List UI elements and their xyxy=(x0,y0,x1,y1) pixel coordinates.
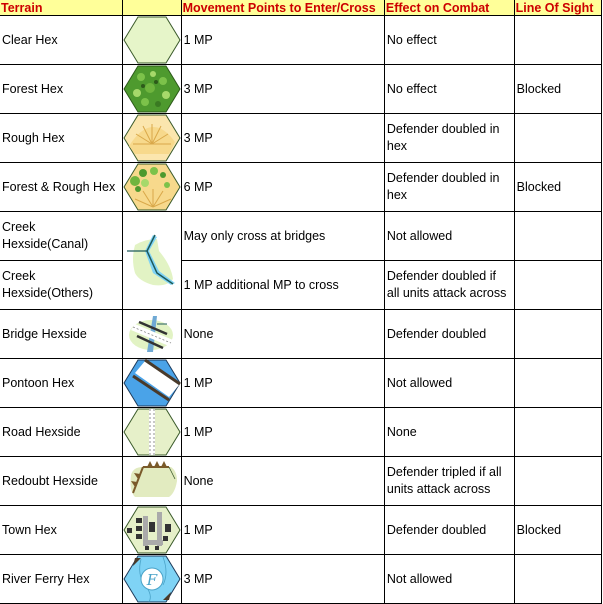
table-row xyxy=(0,212,602,261)
terrain-name: Creek Hexside(Others) xyxy=(0,261,122,310)
combat-effect: Defender doubled in hex xyxy=(384,163,514,212)
ferry-glyph: F xyxy=(146,571,157,589)
combat-effect: Not allowed xyxy=(384,359,514,408)
header-row xyxy=(0,0,602,16)
table-row xyxy=(0,310,602,359)
terrain-name: Clear Hex xyxy=(0,16,122,65)
movement-cost: 3 MP xyxy=(181,114,384,163)
movement-cost: None xyxy=(181,457,384,506)
movement-cost: 1 MP xyxy=(181,506,384,555)
line-of-sight xyxy=(514,408,601,457)
combat-effect: No effect xyxy=(384,16,514,65)
line-of-sight: Blocked xyxy=(514,506,601,555)
terrain-name: Road Hexside xyxy=(0,408,122,457)
movement-cost: 1 MP xyxy=(181,408,384,457)
combat-effect: Not allowed xyxy=(384,555,514,604)
table-row xyxy=(0,359,602,408)
terrain-name: Forest & Rough Hex xyxy=(0,163,122,212)
road-hexside-icon xyxy=(123,408,181,456)
line-of-sight xyxy=(514,212,601,261)
terrain-name: Bridge Hexside xyxy=(0,310,122,359)
movement-cost: 1 MP additional MP to cross xyxy=(181,261,384,310)
header-terrain: Terrain xyxy=(0,0,122,16)
line-of-sight xyxy=(514,359,601,408)
header-image xyxy=(122,0,181,16)
river-ferry-hex-icon xyxy=(123,555,181,603)
line-of-sight xyxy=(514,16,601,65)
terrain-name: Rough Hex xyxy=(0,114,122,163)
line-of-sight xyxy=(514,114,601,163)
combat-effect: None xyxy=(384,408,514,457)
bridge-hexside-icon xyxy=(123,310,181,358)
header-los: Line Of Sight xyxy=(514,0,601,16)
terrain-name: Redoubt Hexside xyxy=(0,457,122,506)
table-row xyxy=(0,457,602,506)
combat-effect: Defender doubled in hex xyxy=(384,114,514,163)
movement-cost: None xyxy=(181,310,384,359)
forest-rough-hex-icon xyxy=(123,163,181,211)
creek-hexside-icon xyxy=(123,231,181,291)
clear-hex-icon xyxy=(123,16,181,64)
pontoon-hex-icon xyxy=(123,359,181,407)
table-row xyxy=(0,114,602,163)
rough-hex-icon xyxy=(123,114,181,162)
table-row xyxy=(0,408,602,457)
redoubt-hexside-icon xyxy=(123,457,181,505)
terrain-name: Town Hex xyxy=(0,506,122,555)
terrain-name: Creek Hexside(Canal) xyxy=(0,212,122,261)
combat-effect: Defender doubled xyxy=(384,310,514,359)
table-row xyxy=(0,16,602,65)
line-of-sight: Blocked xyxy=(514,163,601,212)
line-of-sight: Blocked xyxy=(514,65,601,114)
combat-effect: Defender doubled if all units attack across xyxy=(384,261,514,310)
line-of-sight xyxy=(514,457,601,506)
header-movement: Movement Points to Enter/Cross xyxy=(181,0,384,16)
line-of-sight xyxy=(514,310,601,359)
town-hex-icon xyxy=(123,506,181,554)
combat-effect: Defender doubled xyxy=(384,506,514,555)
combat-effect: Defender tripled if all units attack across xyxy=(384,457,514,506)
movement-cost: 3 MP xyxy=(181,555,384,604)
table-row xyxy=(0,261,602,310)
table-row xyxy=(0,163,602,212)
movement-cost: 6 MP xyxy=(181,163,384,212)
forest-hex-icon xyxy=(123,65,181,113)
movement-cost: 1 MP xyxy=(181,359,384,408)
table-row xyxy=(0,506,602,555)
terrain-name: River Ferry Hex xyxy=(0,555,122,604)
movement-cost: May only cross at bridges xyxy=(181,212,384,261)
line-of-sight xyxy=(514,261,601,310)
terrain-name: Pontoon Hex xyxy=(0,359,122,408)
movement-cost: 3 MP xyxy=(181,65,384,114)
table-row xyxy=(0,555,602,604)
table-row xyxy=(0,65,602,114)
terrain-name: Forest Hex xyxy=(0,65,122,114)
movement-cost: 1 MP xyxy=(181,16,384,65)
line-of-sight xyxy=(514,555,601,604)
header-combat: Effect on Combat xyxy=(384,0,514,16)
combat-effect: Not allowed xyxy=(384,212,514,261)
combat-effect: No effect xyxy=(384,65,514,114)
